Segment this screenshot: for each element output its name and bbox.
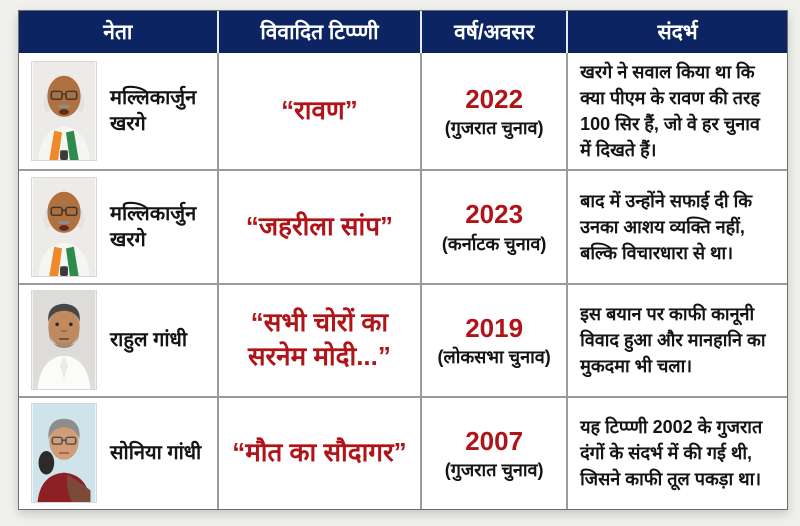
comment-cell: “रावण”	[219, 53, 423, 169]
year-occasion: (गुजरात चुनाव)	[444, 118, 544, 139]
comment-cell: “सभी चोरों का सरनेम मोदी...”	[219, 285, 423, 396]
leader-name: मल्लिकार्जुन खरगे	[110, 202, 197, 251]
header-leader: नेता	[19, 11, 219, 53]
year-cell	[422, 398, 568, 509]
mallikarjun-kharge-photo	[31, 61, 97, 161]
controversial-remarks-table	[18, 10, 788, 510]
context-cell: इस बयान पर काफी कानूनी विवाद हुआ और मानहानि का मुकदमा भी चला।	[580, 304, 766, 377]
leader-name: राहुल गांधी	[110, 329, 188, 352]
year-occasion: (गुजरात चुनाव)	[444, 460, 544, 481]
leader-name: मल्लिकार्जुन खरगे	[110, 87, 197, 136]
year-occasion: (कर्नाटक चुनाव)	[441, 233, 547, 254]
year-value: 2023	[465, 199, 524, 230]
table-row	[19, 285, 787, 398]
comment-cell: “जहरीला सांप”	[219, 171, 423, 282]
leader-cell	[19, 171, 219, 282]
year-cell	[422, 53, 568, 169]
table-row	[19, 398, 787, 509]
comment-cell: “मौत का सौदागर”	[219, 398, 423, 509]
year-value: 2022	[465, 83, 524, 114]
year-occasion: (लोकसभा चुनाव)	[437, 347, 551, 368]
year-cell	[422, 171, 568, 282]
year-value: 2019	[465, 312, 524, 343]
header-comment: विवादित टिप्प्णी	[219, 11, 423, 53]
year-cell	[422, 285, 568, 396]
rahul-gandhi-photo	[31, 290, 97, 390]
leader-cell	[19, 53, 219, 169]
leader-name: सोनिया गांधी	[110, 442, 202, 465]
table-header-row	[19, 11, 787, 53]
context-cell: यह टिप्प्णी 2002 के गुजरात दंगों के संदर्भ में की गई थी, जिसने काफी तूल पकड़ा था।	[580, 417, 763, 490]
header-year-occasion: वर्ष/अवसर	[422, 11, 568, 53]
context-cell: बाद में उन्होंने सफाई दी कि उनका आशय व्यक्ति नहीं, बल्कि विचारधारा से था।	[580, 190, 753, 264]
mallikarjun-kharge-photo	[31, 177, 97, 277]
context-cell: खरगे ने सवाल किया था कि क्या पीएम के रावण की तरह 100 सिर हैं, जो वे हर चुनाव में दिखते हैं।	[580, 62, 760, 161]
header-context: संदर्भ	[657, 21, 698, 44]
table-row	[19, 53, 787, 171]
leader-cell	[19, 398, 219, 509]
table-row	[19, 171, 787, 284]
year-value: 2007	[465, 425, 524, 456]
sonia-gandhi-photo	[31, 403, 97, 503]
leader-cell	[19, 285, 219, 396]
